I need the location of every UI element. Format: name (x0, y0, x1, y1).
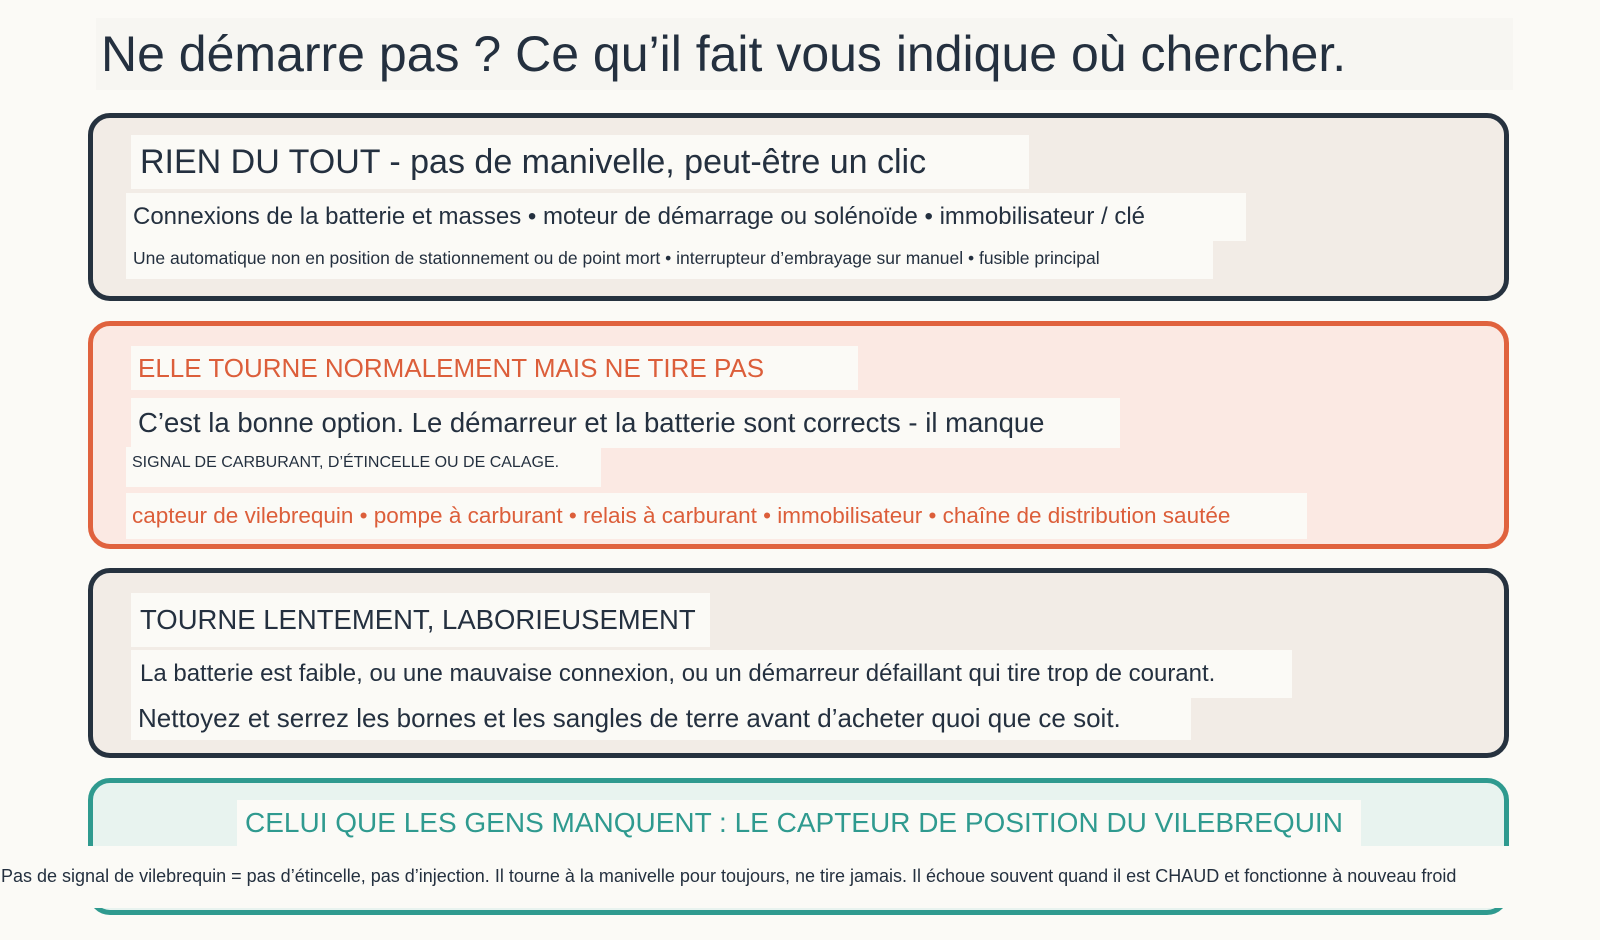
card-heading: ELLE TOURNE NORMALEMENT MAIS NE TIRE PAS (131, 346, 858, 390)
card-heading: CELUI QUE LES GENS MANQUENT : LE CAPTEUR DE POSITION DU VILEBREQUIN (237, 800, 1361, 846)
card-causes: capteur de vilebrequin • pompe à carburant • relais à carburant • immobilisateur • chaîne de distribution sautée (126, 493, 1307, 539)
card-heading: RIEN DU TOUT - pas de manivelle, peut-être un clic (131, 135, 1029, 189)
card-explanation: La batterie est faible, ou une mauvaise connexion, ou un démarreur défaillant qui tire trop de courant. (131, 650, 1292, 698)
card-explanation-continued: SIGNAL DE CARBURANT, D’ÉTINCELLE OU DE CALAGE. (126, 447, 601, 487)
card-causes-primary: Connexions de la batterie et masses • moteur de démarrage ou solénoïde • immobilisateur / clé (126, 193, 1246, 241)
card-explanation: C’est la bonne option. Le démarreur et la batterie sont corrects - il manque (131, 398, 1120, 448)
card-heading: TOURNE LENTEMENT, LABORIEUSEMENT (131, 593, 710, 647)
page-title: Ne démarre pas ? Ce qu’il fait vous indique où chercher. (101, 26, 1347, 82)
card-causes-secondary: Une automatique non en position de stationnement ou de point mort • interrupteur d’embrayage sur manuel • fusible principal (126, 239, 1213, 279)
card-advice: Nettoyez et serrez les bornes et les sangles de terre avant d’acheter quoi que ce soit. (131, 696, 1191, 740)
card-explanation: Pas de signal de vilebrequin = pas d’étincelle, pas d’injection. Il tourne à la manivelle pour toujours, ne tire jamais. Il échoue souvent quand il est CHAUD et fonctionne à nouveau froid (0, 846, 1600, 908)
